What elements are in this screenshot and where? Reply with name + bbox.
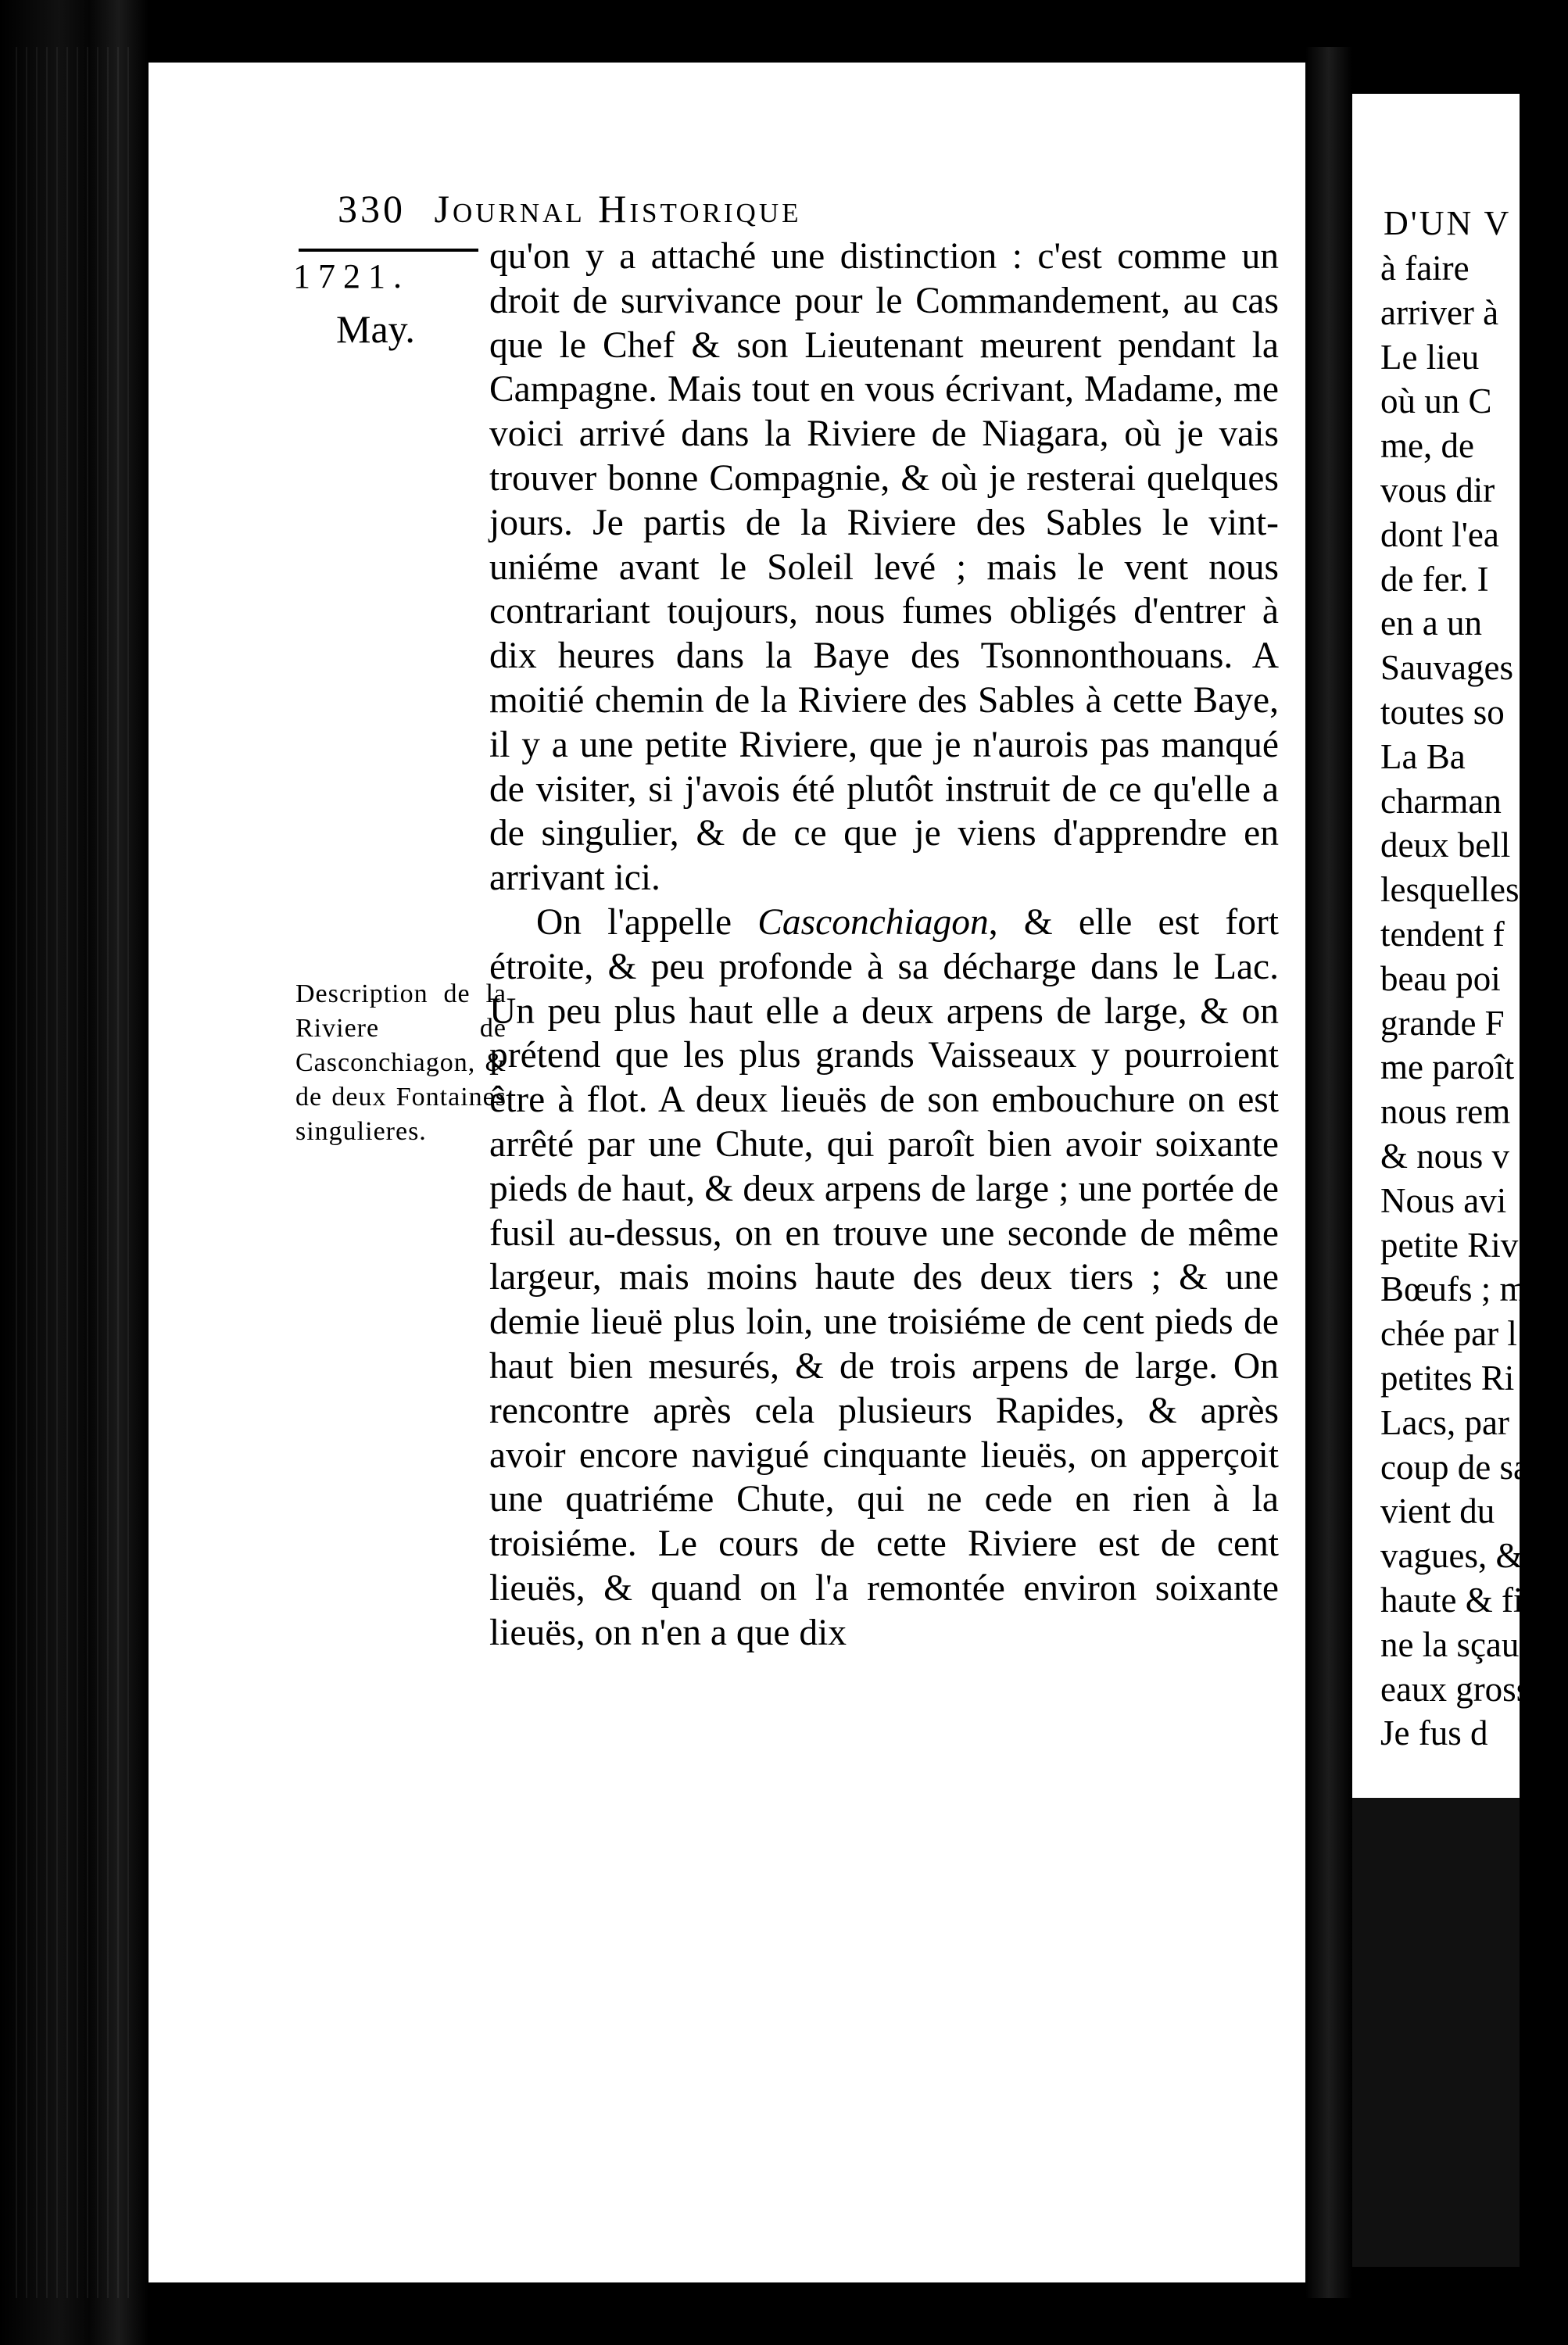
right-page-line: de fer. I — [1380, 559, 1489, 599]
right-page-line: Nous avi — [1380, 1180, 1507, 1220]
paragraph-lead: On l'appelle — [536, 901, 758, 943]
right-page-line: à faire — [1380, 249, 1470, 288]
right-page-line: grande F — [1380, 1003, 1505, 1043]
right-page-line: Je fus d — [1380, 1713, 1488, 1753]
margin-month: May. — [336, 307, 415, 351]
body-text — [489, 234, 1279, 1656]
right-page-line: vagues, & — [1380, 1536, 1523, 1576]
right-page-lower-area — [1352, 1798, 1520, 2267]
right-page-line: deux bell — [1380, 825, 1511, 865]
right-page-line: Le lieu — [1380, 337, 1480, 377]
margin-rule — [299, 249, 478, 252]
right-page-line: lesquelles — [1380, 870, 1520, 910]
right-page-line: petites Ri — [1380, 1358, 1515, 1398]
margin-note: Description de la Riviere de Casconchiagon, & de deux Fontaines singulieres. — [295, 979, 507, 1146]
right-page-line: me, de — [1380, 426, 1474, 466]
right-page-lines — [1380, 246, 1568, 1756]
right-page-line: Sauvages — [1380, 648, 1513, 688]
right-page-line: Lacs, par — [1380, 1402, 1509, 1442]
right-page-line: arriver à — [1380, 292, 1499, 332]
right-page-line: vient du — [1380, 1491, 1495, 1531]
right-page-line: ne la sçau — [1380, 1624, 1520, 1664]
right-page-line: beau poi — [1380, 958, 1501, 998]
right-page-line: où un C — [1380, 381, 1492, 421]
right-page-line: Bœufs ; m — [1380, 1269, 1527, 1309]
right-page-line: me paroît — [1380, 1047, 1515, 1087]
book-gutter — [0, 0, 149, 2345]
running-header — [338, 186, 1299, 231]
paragraph: qu'on y a attaché une distinction : c'est comme un droit de survivance pour le Commandement, au cas que le Chef & son Lieutenant meurent pendant la Campagne. Mais tout en vous écrivant, Madame, me voici arrivé dans la Riviere de Niagara, où je vais trouver bonne Compagnie, & où je resterai quelques jours. Je partis de la Riviere des Sables le vint-uniéme avant le Soleil levé ; mais le vent nous contrariant toujours, nous fumes obligés d'entrer à dix heures dans la Baye des Tsonnonthouans. A moitié chemin de la Riviere des Sables à cette Baye, il y a une petite Riviere, que je n'aurois pas manqué de visiter, si j'avois été plutôt instruit de ce qu'elle a de singulier, & de ce que je viens d'apprendre en arrivant ici. — [489, 236, 1279, 899]
right-page-line: toutes so — [1380, 692, 1505, 732]
right-page-line: haute & fi — [1380, 1580, 1523, 1620]
right-page-line: petite Riv — [1380, 1225, 1519, 1265]
right-page-header: D'UN V — [1384, 204, 1512, 242]
paragraph — [489, 900, 1279, 1656]
right-page-line: nous rem — [1380, 1092, 1511, 1132]
gutter-texture — [16, 47, 133, 2298]
right-page-line: charman — [1380, 781, 1502, 821]
page-number: 330 — [338, 187, 406, 231]
right-page-line: eaux grossi — [1380, 1669, 1540, 1709]
right-page-line: coup de sa — [1380, 1447, 1529, 1487]
right-page-line: chée par l — [1380, 1314, 1517, 1354]
right-page-line: & nous v — [1380, 1136, 1510, 1176]
paragraph-text: , & elle est fort étroite, & peu profonde à sa décharge dans le Lac. Un peu plus haut elle a deux arpens de large, & on prétend que les plus grands Vaisseaux y pourroient être à flot. A deux lieuës de son embouchure on est arrêté par une Chute, qui paroît bien avoir soixante pieds de haut, & deux arpens de large ; une portée de fusil au-dessus, on en trouve une seconde de même largeur, mais moins haute des deux tiers ; & une demie lieuë plus loin, une troisiéme de cent pieds de haut bien mesurés, & de trois arpens de large. On rencontre après cela plusieurs Rapides, & après avoir encore navigué cinquante lieuës, on apperçoit une quatriéme Chute, qui ne cede en rien à la troisiéme. Le cours de cette Riviere est de cent lieuës, & quand on l'a remontée environ soixante lieuës, on n'en a que dix — [489, 901, 1280, 1653]
margin-year: 1721. — [293, 257, 410, 295]
right-page-fragment — [1352, 94, 1540, 1798]
right-page-line: tendent f — [1380, 914, 1505, 954]
right-page-line: en a un — [1380, 603, 1482, 643]
river-name: Casconchiagon — [757, 901, 989, 943]
right-page-line: dont l'ea — [1380, 514, 1499, 554]
right-page-line: vous dir — [1380, 470, 1495, 510]
right-page-line: La Ba — [1380, 736, 1466, 776]
running-title: Journal Historique — [434, 187, 802, 231]
page-divider — [1305, 47, 1352, 2298]
